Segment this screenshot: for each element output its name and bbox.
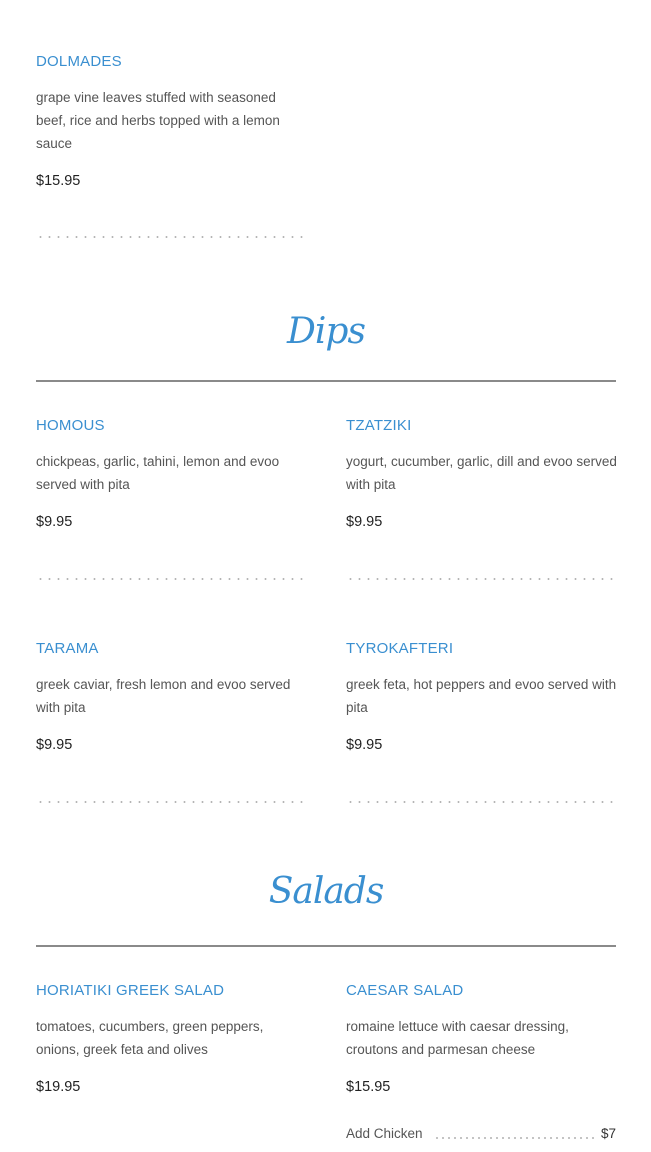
- addon-price: $7: [600, 1126, 616, 1141]
- menu-item-tarama: [36, 640, 306, 810]
- menu-item-horiatiki-greek-salad: [36, 982, 306, 1102]
- item-name: HOMOUS: [36, 417, 105, 434]
- section-divider: [36, 945, 616, 947]
- item-description: romaine lettuce with caesar dressing, croutons and parmesan cheese: [346, 1019, 569, 1057]
- menu-item-dolmades: [36, 53, 306, 243]
- item-name: CAESAR SALAD: [346, 982, 464, 999]
- item-description: greek feta, hot peppers and evoo served with pita: [346, 677, 617, 715]
- menu-item-homous: [36, 417, 306, 587]
- item-description: tomatoes, cucumbers, green peppers, onions, greek feta and olives: [36, 1019, 264, 1057]
- item-description: yogurt, cucumber, garlic, dill and evoo served with pita: [346, 454, 617, 492]
- menu-item-tyrokafteri: [346, 640, 616, 810]
- addon-dot-leader: [434, 1137, 594, 1139]
- item-name: TYROKAFTERI: [346, 640, 454, 657]
- item-price: $9.95: [36, 737, 73, 753]
- item-name: DOLMADES: [36, 53, 122, 70]
- item-price: $19.95: [36, 1079, 81, 1095]
- item-description: grape vine leaves stuffed with seasoned beef, rice and herbs topped with a lemon sauce: [36, 90, 280, 151]
- dotted-divider: [36, 578, 304, 580]
- item-price: $9.95: [36, 514, 73, 530]
- item-price: $9.95: [346, 514, 383, 530]
- addon-row: [346, 1125, 616, 1145]
- dotted-divider: [36, 801, 304, 803]
- item-description: chickpeas, garlic, tahini, lemon and evoo served with pita: [36, 454, 280, 492]
- section-title-dips: Dips: [287, 311, 365, 352]
- menu-item-tzatziki: [346, 417, 616, 587]
- dotted-divider: [346, 801, 614, 803]
- item-name: HORIATIKI GREEK SALAD: [36, 982, 225, 999]
- dotted-divider: [346, 578, 614, 580]
- section-divider: [36, 380, 616, 382]
- item-name: TZATZIKI: [346, 417, 412, 434]
- item-price: $9.95: [346, 737, 383, 753]
- item-price: $15.95: [346, 1079, 391, 1095]
- item-name: TARAMA: [36, 640, 99, 657]
- addon-label: Add Chicken: [346, 1126, 423, 1141]
- section-title-salads: Salads: [268, 871, 384, 912]
- item-price: $15.95: [36, 173, 81, 189]
- item-description: greek caviar, fresh lemon and evoo served with pita: [36, 677, 291, 715]
- menu-item-caesar-salad: [346, 982, 616, 1152]
- dotted-divider: [36, 236, 304, 238]
